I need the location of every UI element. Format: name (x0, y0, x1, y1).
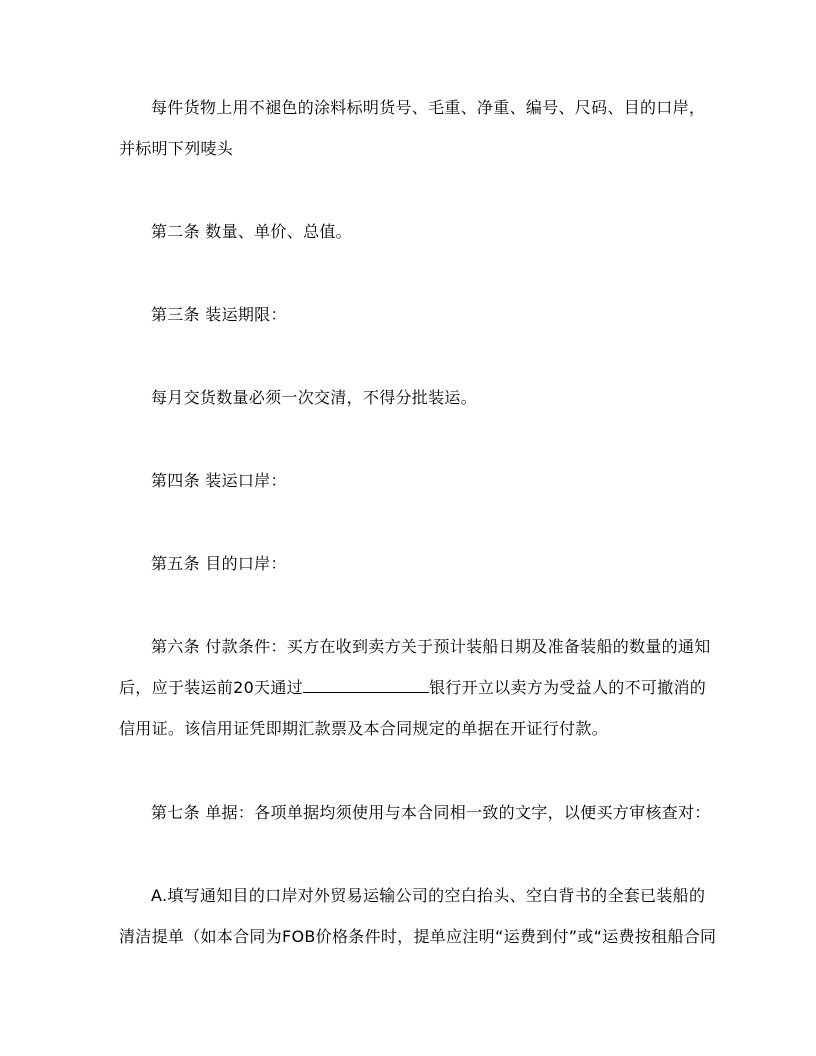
article-6-line-2 (119, 678, 706, 698)
marking-paragraph-line-1: 每件货物上用不褪色的涂料标明货号、毛重、净重、编号、尺码、目的口岸， (151, 98, 706, 117)
article-4-heading: 第四条 装运口岸： (151, 471, 287, 490)
item-a-line-2: 清洁提单（如本合同为FOB价格条件时，提单应注明“运费到付”或“运费按租船合同 (119, 927, 717, 946)
article-6-line-2-before: 后，应于装运前20天通过 (119, 678, 303, 697)
bank-name-blank (303, 678, 429, 693)
article-5-heading: 第五条 目的口岸： (151, 554, 287, 573)
article-6-line-2-after: 银行开立以卖方为受益人的不可撤消的 (428, 678, 707, 697)
delivery-note: 每月交货数量必须一次交清，不得分批装运。 (151, 388, 478, 407)
article-2-heading: 第二条 数量、单价、总值。 (151, 222, 352, 241)
article-7-heading: 第七条 单据：各项单据均须使用与本合同相一致的文字，以便买方审核查对： (151, 803, 711, 822)
article-6-line-1: 第六条 付款条件：买方在收到卖方关于预计装船日期及准备装船的数量的通知 (151, 637, 711, 656)
article-3-heading: 第三条 装运期限： (151, 305, 287, 324)
marking-paragraph-line-2: 并标明下列唛头 (119, 139, 234, 158)
article-6-line-3: 信用证。该信用证凭即期汇款票及本合同规定的单据在开证行付款。 (119, 719, 609, 738)
item-a-line-1: A.填写通知目的口岸对外贸易运输公司的空白抬头、空白背书的全套已装船的 (151, 886, 706, 905)
